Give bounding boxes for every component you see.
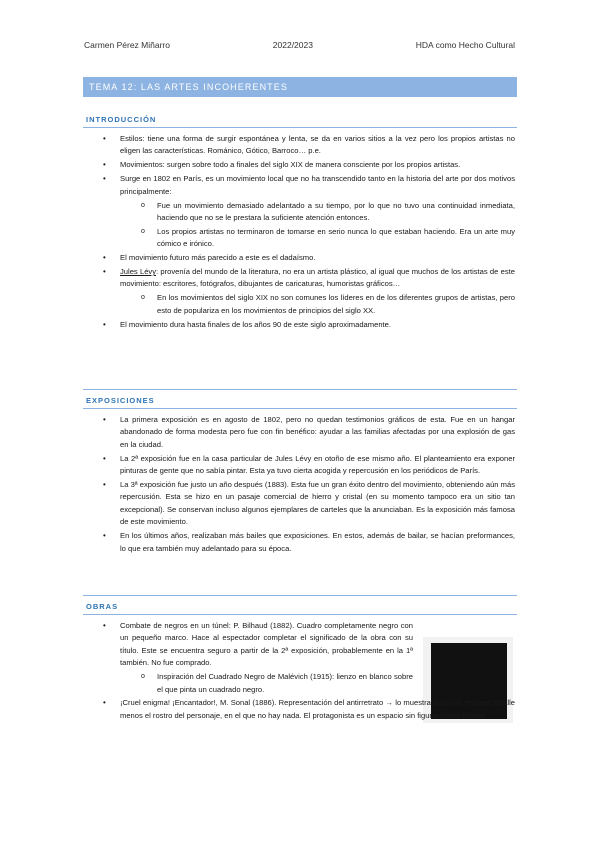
list-item: • La 2ª exposición fue en la casa particular de Jules Lévy en otoño de ese mismo año. El planteamiento era exponer pinturas de gente que no sabía pintar. Esta ya tuvo cierta acogida y repercusión en los periódicos de París. [83, 453, 517, 478]
list-item: • Movimientos: surgen sobre todo a finales del siglo XIX de manera consciente por los propios artistas. [83, 159, 517, 171]
list-item: • Surge en 1802 en París, es un movimiento local que no ha transcendido tanto en la historia del arte por dos motivos principalmente: [83, 173, 517, 198]
sub-list-item: o Fue un movimiento demasiado adelantado a su tiempo, por lo que no tuvo una continuidad inmediata, haciendo que no se le prestara la suficiente atención entonces. [83, 200, 517, 225]
section-obras [83, 595, 517, 724]
obras-content [83, 620, 517, 722]
obras-list [83, 620, 517, 696]
sub-list-item: o Inspiración del Cuadrado Negro de Malévich (1915): lienzo en blanco sobre el que pinta un cuadrado negro. [83, 671, 517, 696]
list-item: • El movimiento dura hasta finales de los años 90 de este siglo aproximadamente. [83, 319, 517, 331]
list-item: • La 3ª exposición fue justo un año después (1883). Esta fue un gran éxito dentro del movimiento, obteniendo aún más repercusión. Esta se hizo en un pasaje comercial de hierro y cristal (en su momento tampoco era un sitio tan excepcional). Se conservan incluso algunos ejemplares de carteles que la anunciaban. Es la exposición más famosa de este movimiento. [83, 479, 517, 529]
exposiciones-list [83, 414, 517, 555]
list-item [83, 266, 517, 291]
list-item: • ¡Cruel enigma! ¡Encantador!, M. Sonal (1886). Representación del antirretrato → lo muestra todo con enorme detalle menos el rostro del personaje, en el que no hay nada. El protagonista es un espacio sin figuración/en blanco. [83, 697, 517, 722]
section-divider-top [83, 389, 517, 390]
section-heading-obras: OBRAS [86, 602, 119, 611]
section-divider-top [83, 595, 517, 596]
header-author: Carmen Pérez Miñarro [84, 40, 170, 50]
section-heading-exposiciones: EXPOSICIONES [86, 396, 155, 405]
sub-list-item: o Los propios artistas no terminaron de tomarse en serio nunca lo que estaban haciendo. Era un arte muy cómico e irónico. [83, 226, 517, 251]
section-heading-introduccion: INTRODUCCIÓN [86, 115, 157, 124]
jules-levy-name: Jules Lévy [120, 267, 157, 277]
header-course: HDA como Hecho Cultural [415, 40, 515, 50]
header-year: 2022/2023 [272, 40, 313, 50]
list-item: • En los últimos años, realizaban más bailes que exposiciones. En estos, además de bailar, se hacían preformances, lo que era también muy adelantado para su época. [83, 530, 517, 555]
jules-levy-description: : provenía del mundo de la literatura, no era un artista plástico, al igual que muchos de los artistas de este movimiento: escritores, fotógrafos, dibujantes de caricaturas, humoristas gráficos… [120, 267, 515, 289]
list-item: • Estilos: tiene una forma de surgir espontánea y lenta, se da en varios sitios a la vez pero los propios artistas no eligen las características. Románico, Gótico, Barroco… p.e. [83, 133, 517, 158]
page-header [84, 40, 515, 50]
list-item: • La primera exposición es en agosto de 1802, pero no quedan testimonios gráficos de esta. Fue en un hangar abandonado de forma modesta pero fue con fin benéfico: ayudar a las familias afectadas por una explosión de gas en la ciudad. [83, 414, 517, 451]
section-introduccion [83, 115, 517, 333]
section-divider [83, 614, 517, 615]
section-divider [83, 127, 517, 128]
sub-list-item: o En los movimientos del siglo XIX no son comunes los líderes en de los diferentes grupos de artistas, pero esto de populariza en los movimientos de principios del siglo XX. [83, 292, 517, 317]
introduccion-list [83, 133, 517, 331]
section-divider [83, 408, 517, 409]
list-item: • El movimiento futuro más parecido a este es el dadaísmo. [83, 252, 517, 264]
section-exposiciones [83, 389, 517, 556]
list-item: • Combate de negros en un túnel: P. Bilhaud (1882). Cuadro completamente negro con un pequeño marco. Hace al espectador completar el significado de la obra con su título. Este se encuentra seguro a partir de la 2ª exposición, probablemente en la 1ª también. No fue comprado. [83, 620, 517, 670]
page-title: TEMA 12: LAS ARTES INCOHERENTES [83, 77, 517, 97]
obras-list-continued [83, 697, 517, 722]
